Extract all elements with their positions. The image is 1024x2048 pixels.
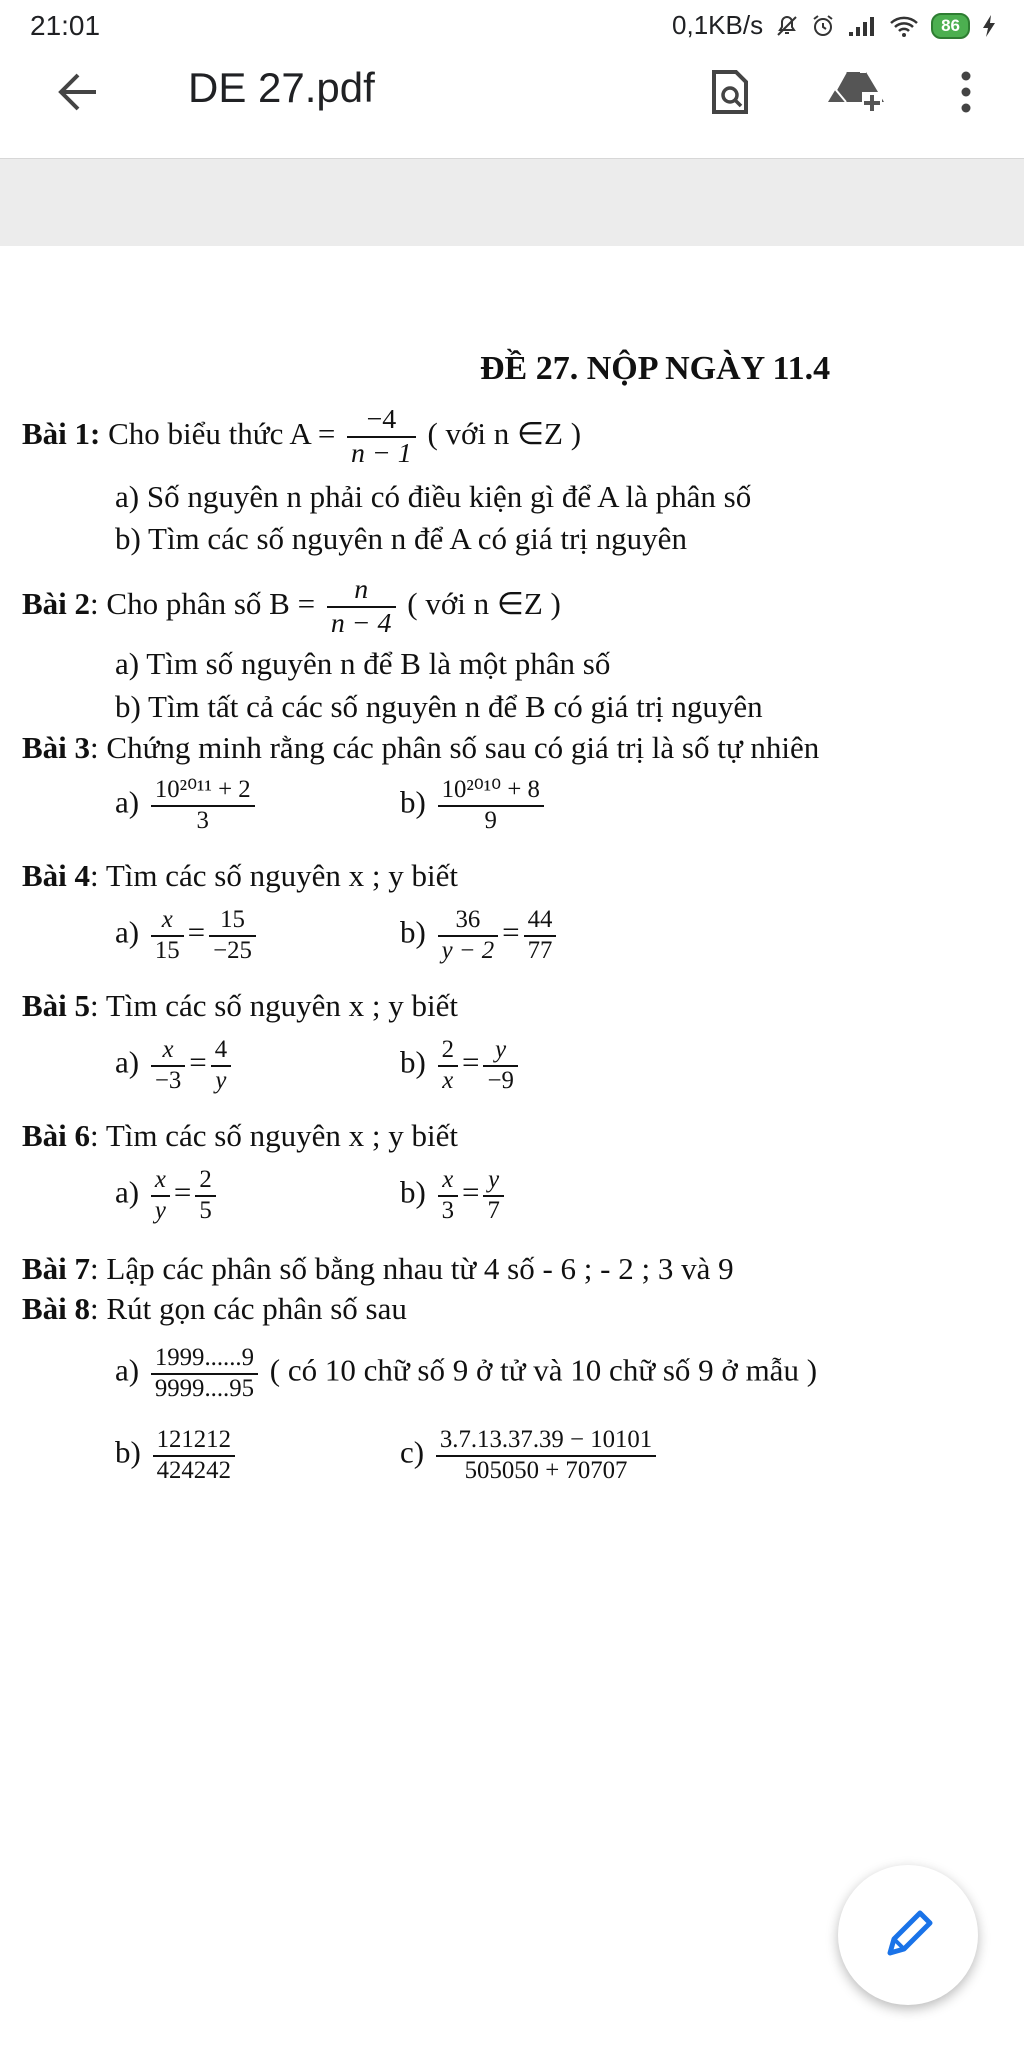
network-speed: 0,1KB/s	[672, 10, 764, 40]
problem-8-b: b) $\frac{121212}{424242}$	[115, 1426, 239, 1485]
problem-3: Bài 3: Chứng minh rằng các phân số sau có giá trị là số tự nhiên	[22, 730, 820, 765]
problem-3-b: b) $\frac{\text{10²⁰¹⁰ + 8}}{9}$	[400, 776, 548, 835]
problem-5-a: a) $\frac{x}{-3}$ = $\frac{4}{y}$	[115, 1036, 235, 1095]
problem-1-b: b) Tìm các số nguyên n để A có giá trị nguyên	[115, 521, 687, 556]
battery-indicator: 86	[931, 13, 970, 39]
problem-4: Bài 4: Tìm các số nguyên x ; y biết	[22, 858, 458, 893]
problem-8: Bài 8: Rút gọn các phân số sau	[22, 1291, 407, 1326]
add-to-drive-icon[interactable]	[826, 62, 886, 122]
problem-1-a: a) Số nguyên n phải có điều kiện gì để A là phân số	[115, 479, 752, 514]
problem-2-a: a) Tìm số nguyên n để B là một phân số	[115, 646, 611, 681]
app-bar	[0, 50, 1024, 170]
problem-2-b: b) Tìm tất cả các số nguyên n để B có giá trị nguyên	[115, 689, 763, 724]
problem-8-a: a) $\frac{1999......9}{9999....95}$ ( có 10 chữ số 9 ở tử và 10 chữ số 9 ở mẫu )	[115, 1344, 818, 1402]
problem-6-a: a) $\frac{x}{y}$ = $\frac{2}{5}$	[115, 1166, 220, 1225]
problem-8-c: c) $\frac{3.7.13.37.39 - 10101}{505050 + 70707}$	[400, 1426, 660, 1485]
problem-4-b: b) $\frac{36}{y - 2}$ = $\frac{44}{77}$	[400, 906, 560, 965]
arrow-left-icon[interactable]	[48, 62, 108, 122]
status-time: 21:01	[30, 10, 101, 41]
problem-5-b: b) $\frac{2}{x}$ = $\frac{y}{-9}$	[400, 1036, 522, 1095]
problem-7: Bài 7: Lập các phân số bằng nhau từ 4 số - 6 ; - 2 ; 3 và 9	[22, 1251, 734, 1286]
search-in-document-icon[interactable]	[700, 62, 760, 122]
wifi-icon	[889, 14, 919, 38]
document-title: DE 27.pdf	[188, 64, 375, 111]
exam-heading: ĐỀ 27. NỘP NGÀY 11.4	[480, 350, 831, 387]
problem-6: Bài 6: Tìm các số nguyên x ; y biết	[22, 1118, 458, 1153]
pencil-edit-icon	[878, 1905, 938, 1965]
problem-6-b: b) $\frac{x}{3}$ = $\frac{y}{7}$	[400, 1166, 508, 1225]
charging-icon	[982, 14, 996, 38]
problem-5: Bài 5: Tìm các số nguyên x ; y biết	[22, 988, 458, 1023]
status-bar	[0, 0, 1024, 50]
pdf-page[interactable]	[0, 246, 1024, 2048]
signal-icon	[847, 14, 877, 38]
mute-icon	[775, 14, 799, 38]
status-icons	[672, 10, 996, 41]
problem-4-a: a) $\frac{x}{15}$ = $\frac{15}{-25}$	[115, 906, 260, 965]
problem-1: Bài 1: Cho biểu thức A = $\frac{-4}{n - 1}$ ( với n ∈Z )	[22, 404, 582, 470]
alarm-icon	[811, 14, 835, 38]
problem-3-a: a) $\frac{\text{10²⁰¹¹ + 2}}{3}$	[115, 776, 259, 835]
more-vert-icon[interactable]	[936, 62, 996, 122]
problem-2: Bài 2: Cho phân số B = $\frac{n}{n - 4}$ ( với n ∈Z )	[22, 574, 561, 640]
edit-fab-button[interactable]	[838, 1865, 978, 2005]
page-gap	[0, 158, 1024, 247]
fraction-b: $\frac{n}{n - 4}$	[327, 574, 396, 640]
fraction-a: $\frac{-4}{n - 1}$	[347, 404, 416, 470]
